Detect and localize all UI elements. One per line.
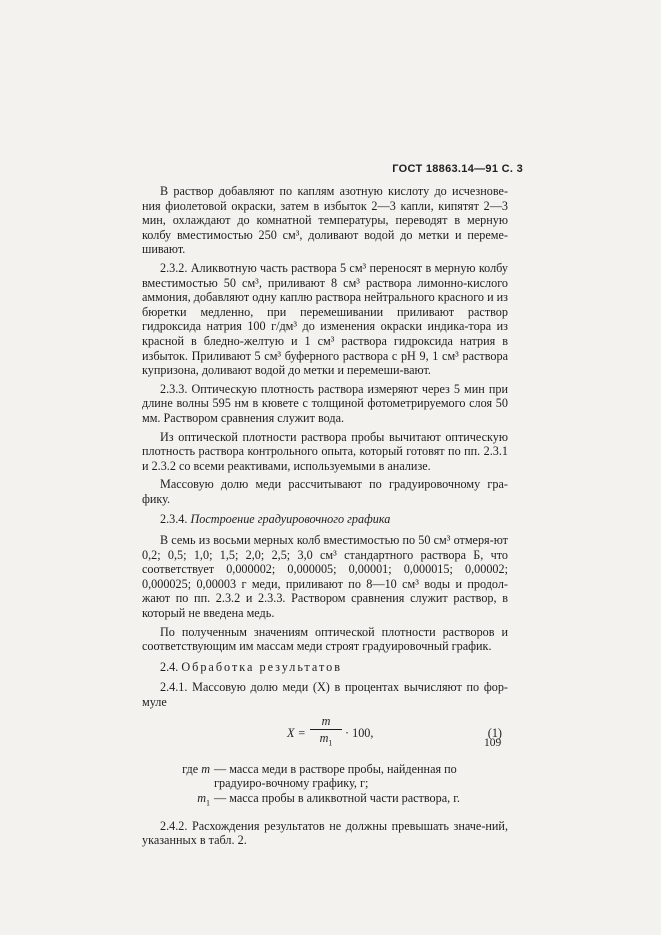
formula-legend (142, 762, 508, 811)
legend-row-m1 (142, 791, 508, 811)
page-number: 109 (484, 737, 502, 749)
legend-symbol (142, 791, 214, 811)
formula-denominator-symbol: m (319, 731, 329, 746)
paragraph: 2.3.3. Оптическую плотность раствора измеряют через 5 мин при длине волны 595 нм в кювете с толщиной фотометрируемого слоя 50 мм. Раствором сравнения служит вода. (142, 381, 508, 425)
formula-numerator: m (310, 714, 342, 731)
legend-symbol (142, 762, 214, 791)
paragraph: Из оптической плотности раствора пробы вычитают оптическую плотность раствора контрольного опыта, который готовят по пп. 2.3.1 и 2.3.2 со всеми реактивами, используемыми в анализе. (142, 429, 508, 473)
paragraph: В семь из восьми мерных колб вместимостью по 50 см³ отмеря-ют 0,2; 0,5; 1,0; 1,5; 2,0; 2,5; 3,0 см³ стандартного раствора Б, что соответствует 0,000002; 0,000005; 0,00001; 0,000015; 0,00002; 0,000025; 0,00003 г меди, приливают по 8—10 см³ воды и продол-жают по пп. 2.3.2 и 2.3.3. Раствором сравнения служит раствор, в который не введена медь. (142, 533, 508, 621)
section-title: Обработка результатов (181, 659, 343, 674)
section-title: Построение градуировочного графика (190, 512, 391, 527)
formula (142, 714, 508, 754)
legend-intro: где (182, 761, 199, 776)
paragraph: Массовую долю меди рассчитывают по градуировочному гра-фику. (142, 477, 508, 506)
formula-number: (1) (487, 725, 502, 740)
legend-symbol-m1: m (197, 790, 206, 805)
paragraph: 2.4.1. Массовую долю меди (X) в процентах вычисляют по фор-муле (142, 680, 508, 709)
legend-symbol-subscript: 1 (206, 798, 210, 808)
paragraph: 2.4.2. Расхождения результатов не должны превышать значе-ний, указанных в табл. 2. (142, 818, 508, 848)
formula-denominator-subscript: 1 (328, 738, 333, 748)
document-header: ГОСТ 18863.14—91 С. 3 (392, 163, 523, 175)
document-body (142, 184, 508, 852)
paragraph: В раствор добавляют по каплям азотную кислоту до исчезнове-ния фиолетовой окраски, затем в избыток 2—3 капли, кипятят 2—3 мин, охлаждают до комнатной температуры, переводят в мерную колбу вместимостью 250 см³, доливают водой до метки и переме-шивают. (142, 184, 508, 257)
section-heading-2-4 (142, 660, 508, 675)
formula-fraction (310, 714, 342, 752)
paragraph: По полученным значениям оптической плотности растворов и соответствующим им массам меди строят градуировочный график. (142, 624, 508, 654)
legend-symbol-m: m (201, 761, 210, 776)
formula-lhs: X = (287, 725, 306, 740)
formula-denominator (310, 730, 342, 751)
section-number: 2.3.4. (160, 512, 188, 527)
paragraph: 2.3.2. Аликвотную часть раствора 5 см³ переносят в мерную колбу вместимостью 50 см³, приливают 8 см³ раствора лимонно-кислого аммония, добавляют одну каплю раствора нейтрального красного и из бюретки медленно, при перемешивании приливают раствор гидроксида натрия 100 г/дм³ до изменения окраски индика-тора из красной в бледно-желтую и 1 см³ раствора гидроксида натрия в избыток. Приливают 5 см³ буферного раствора с pH 9, 1 см³ раствора купризона, доливают водой до метки и перемеши-вают. (142, 260, 508, 378)
formula-tail: · 100, (345, 725, 374, 740)
legend-definition: — масса пробы в аликвотной части раствора, г. (214, 790, 460, 805)
section-heading-2-3-4 (142, 512, 508, 527)
legend-row-m (142, 762, 508, 791)
section-number: 2.4. (160, 659, 179, 674)
legend-definition: — масса меди в растворе пробы, найденная по градуиро-вочному графику, г; (214, 761, 457, 791)
